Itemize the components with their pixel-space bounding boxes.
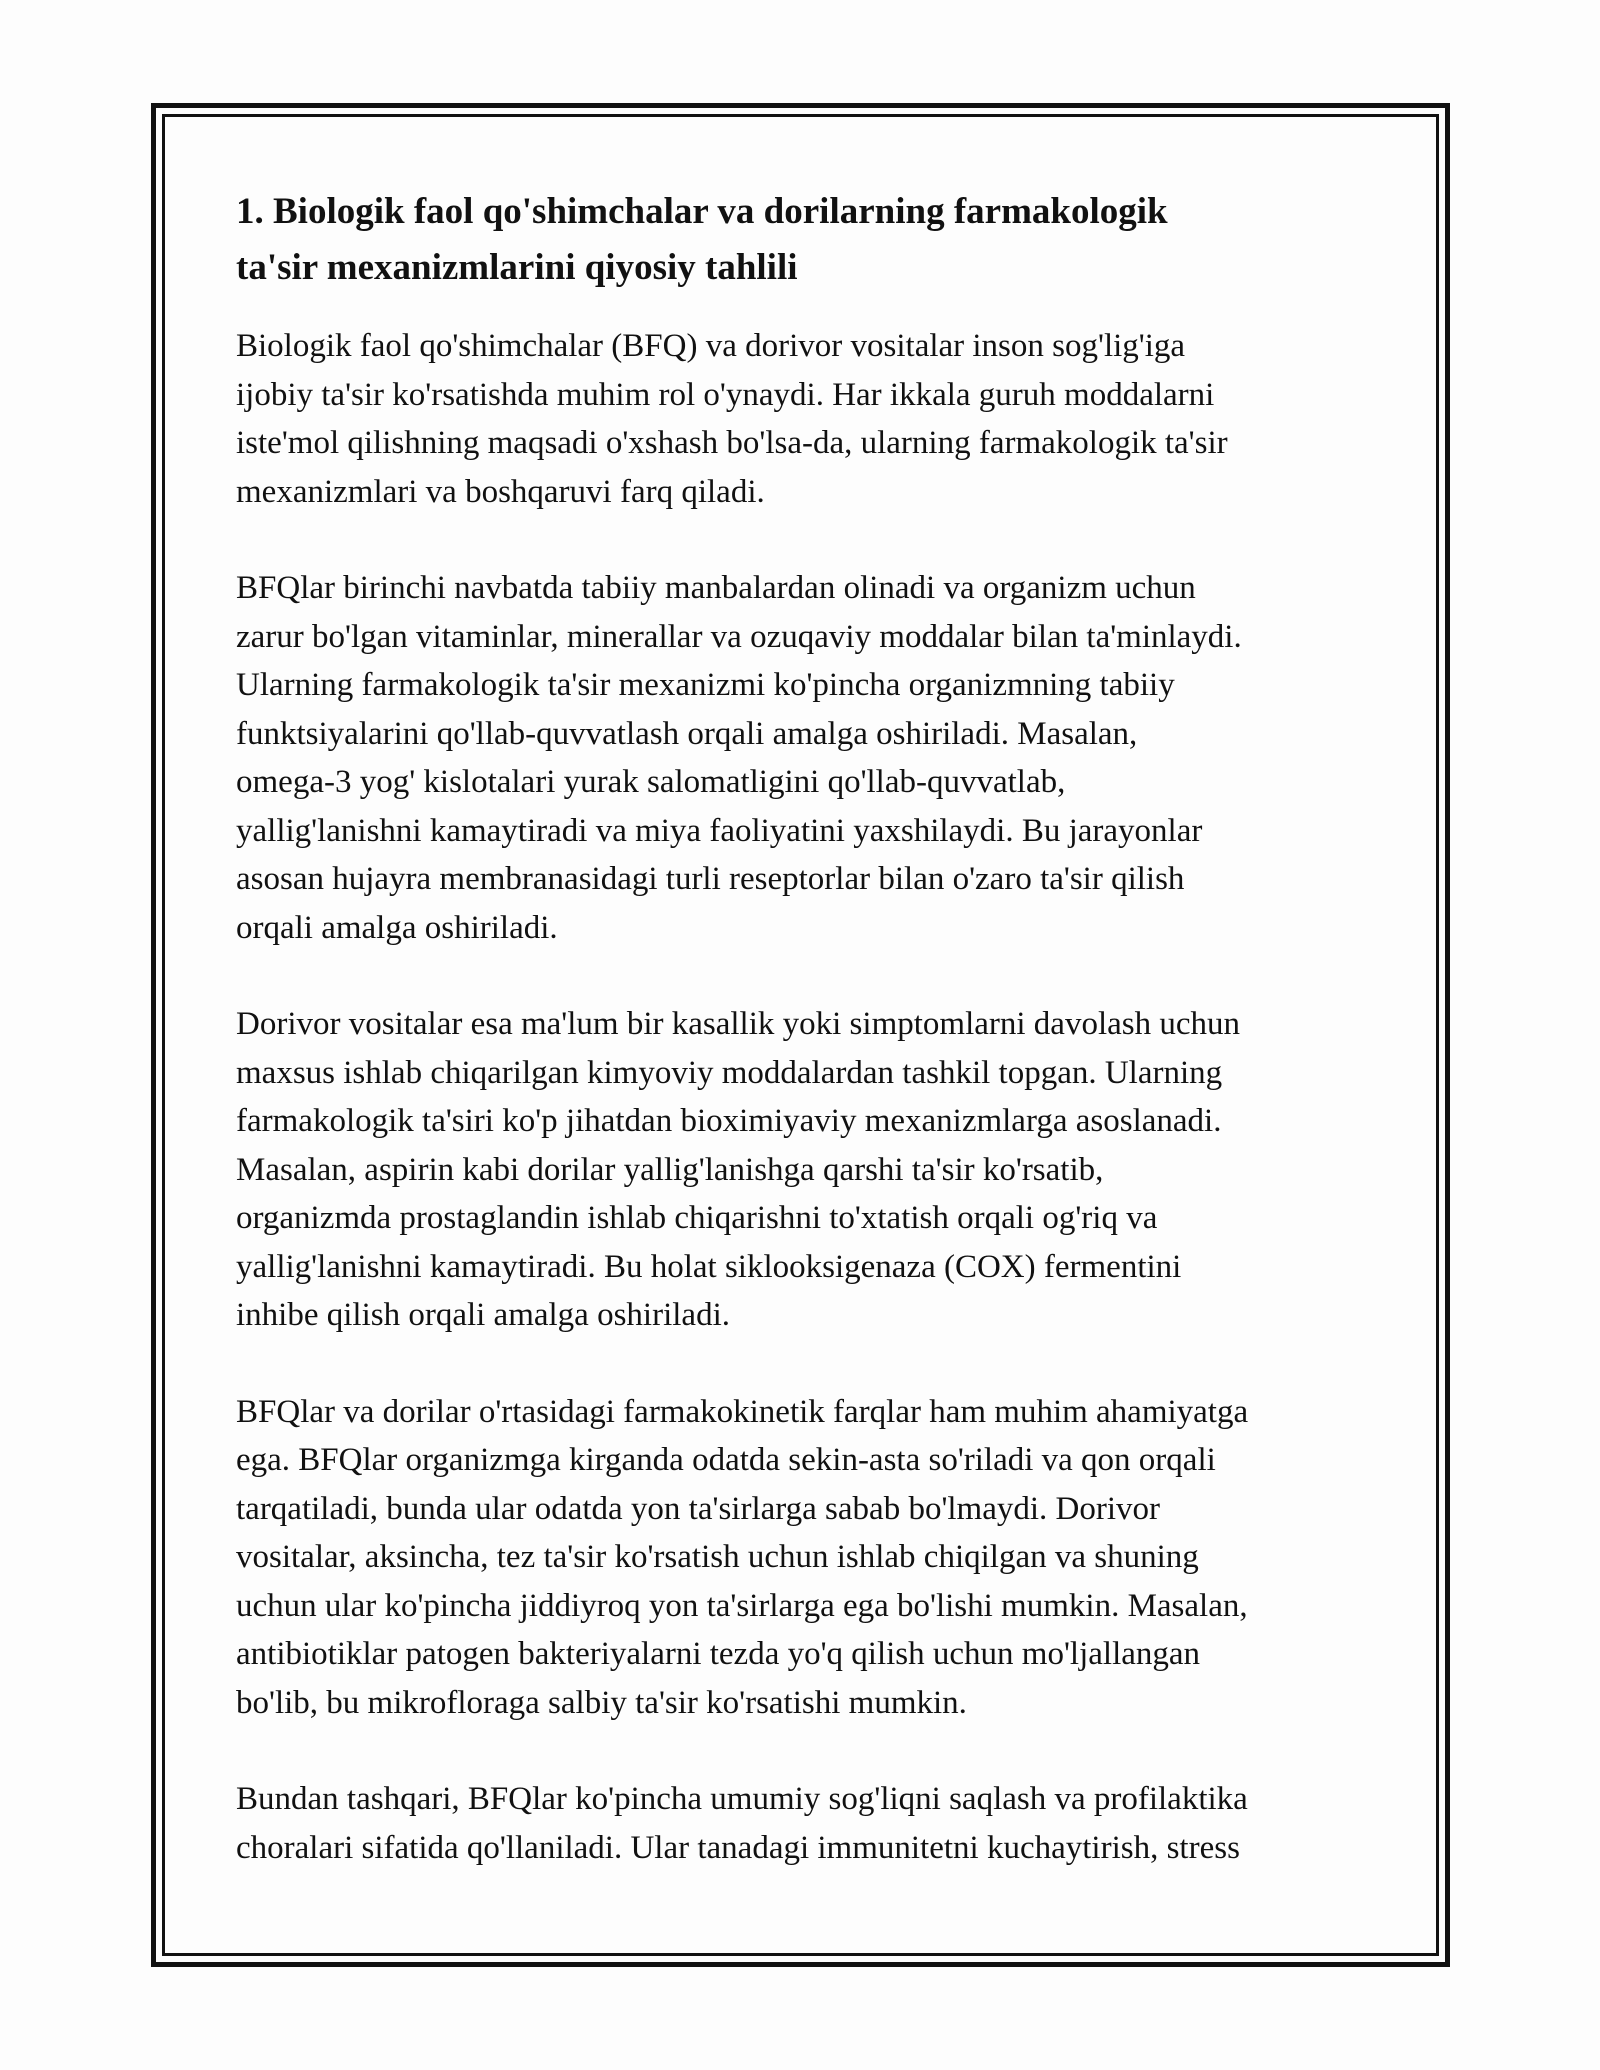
- paragraph-5: Bundan tashqari, BFQlar ko'pincha umumiy sog'liqni saqlash va profilaktika choralari sifatida qo'llaniladi. Ular tanadagi immunitetni kuchaytirish, stress: [236, 1781, 1248, 1866]
- paragraph-1: Biologik faol qo'shimchalar (BFQ) va dorivor vositalar inson sog'lig'iga ijobiy ta'sir ko'rsatishda muhim rol o'ynaydi. Har ikkala guruh moddalarni iste'mol qilishning maqsadi o'xshash bo'lsa-da, ularning farmakologik ta'sir mexanizmlari va boshqaruvi farq qiladi.: [236, 328, 1228, 510]
- paragraph-3: Dorivor vositalar esa ma'lum bir kasallik yoki simptomlarni davolash uchun maxsus ishlab chiqarilgan kimyoviy moddalardan tashkil topgan. Ularning farmakologik ta'siri ko'p jihatdan bioximiyaviy mexanizmlarga asoslanadi. Masalan, aspirin kabi dorilar yallig'lanishga qarshi ta'sir ko'rsatib, organizmda prostaglandin ishlab chiqarishni to'xtatish orqali og'riq va yallig'lanishni kamaytiradi. Bu holat siklooksigenaza (COX) fermentini inhibe qilish orqali amalga oshiriladi.: [236, 1006, 1241, 1333]
- paragraph-4: BFQlar va dorilar o'rtasidagi farmakokinetik farqlar ham muhim ahamiyatga ega. BFQlar organizmga kirganda odatda sekin-asta so'riladi va qon orqali tarqatiladi, bunda ular odatda yon ta'sirlarga sabab bo'lmaydi. Dorivor vositalar, aksincha, tez ta'sir ko'rsatish uchun ishlab chiqilgan va shuning uchun ular ko'pincha jiddiyroq yon ta'sirlarga ega bo'lishi mumkin. Masalan, antibiotiklar patogen bakteriyalarni tezda yo'q qilish uchun mo'ljallangan bo'lib, bu mikrofloraga salbiy ta'sir ko'rsatishi mumkin.: [236, 1393, 1249, 1721]
- paragraph-2: BFQlar birinchi navbatda tabiiy manbalardan olinadi va organizm uchun zarur bo'lgan vitaminlar, minerallar va ozuqaviy moddalar bilan ta'minlaydi. Ularning farmakologik ta'sir mexanizmi ko'pincha organizmning tabiiy funktsiyalarini qo'llab-quvvatlash orqali amalga oshiriladi. Masalan, omega-3 yog' kislotalari yurak salomatligini qo'llab-quvvatlab, yallig'lanishni kamaytiradi va miya faoliyatini yaxshilaydi. Bu jarayonlar asosan hujayra membranasidagi turli reseptorlar bilan o'zaro ta'sir qilish orqali amalga oshiriladi.: [236, 570, 1242, 946]
- section-heading: 1. Biologik faol qo'shimchalar va dorilarning farmakologik ta'sir mexanizmlarini qiyosiy tahlili: [236, 191, 1168, 288]
- document-body: [236, 184, 1366, 1920]
